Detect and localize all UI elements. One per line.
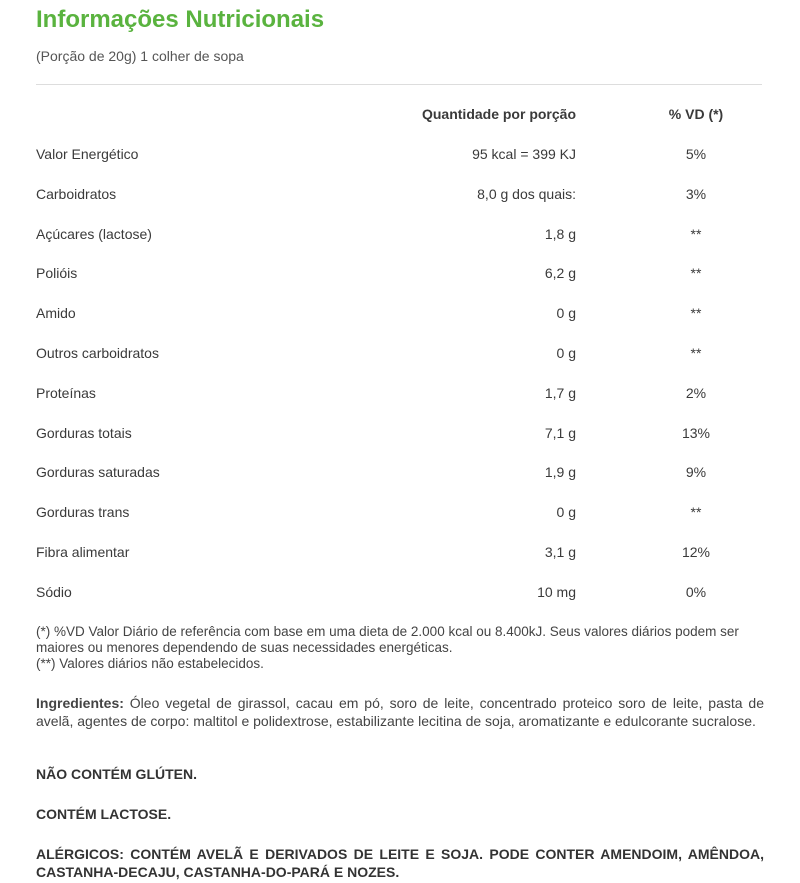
nutrient-vd: 2% — [685, 384, 707, 401]
nutrient-quantity: 3,1 g — [544, 544, 576, 560]
table-row — [36, 584, 762, 604]
nutrient-name: Sódio — [36, 583, 72, 600]
nutrient-name: Gorduras trans — [36, 504, 130, 521]
divider — [36, 84, 762, 85]
table-row — [36, 464, 762, 484]
nutrient-vd: 9% — [685, 464, 707, 481]
nutrient-vd: 0% — [685, 583, 707, 600]
nutrient-vd: ** — [690, 345, 702, 361]
nutrient-vd: ** — [690, 305, 702, 322]
nutrient-name: Açúcares (lactose) — [36, 225, 152, 242]
nutrient-vd: 13% — [681, 424, 711, 441]
nutrient-name: Valor Energético — [36, 146, 139, 162]
nutrient-name: Proteínas — [36, 384, 96, 401]
table-row — [36, 265, 762, 285]
nutrient-quantity: 0 g — [556, 504, 576, 521]
portion-size: (Porção de 20g) 1 colher de sopa — [36, 48, 244, 64]
nutrient-name: Gorduras totais — [36, 424, 132, 441]
table-row — [36, 146, 762, 166]
gluten-notice: NÃO CONTÉM GLÚTEN. — [36, 766, 197, 782]
table-row — [36, 504, 762, 524]
nutrient-vd: 5% — [685, 146, 707, 162]
header-vd: % VD (*) — [668, 106, 724, 122]
table-row — [36, 226, 762, 246]
nutrient-vd: 12% — [681, 544, 711, 560]
nutrient-name: Outros carboidratos — [36, 345, 159, 361]
nutrient-quantity: 1,9 g — [544, 464, 576, 481]
nutrient-quantity: 8,0 g dos quais: — [477, 185, 576, 202]
nutrient-name: Amido — [36, 305, 76, 322]
table-row — [36, 345, 762, 365]
nutrient-quantity: 0 g — [556, 305, 576, 322]
nutrient-quantity: 10 mg — [537, 583, 576, 600]
ingredients — [36, 694, 764, 730]
ingredients-text: Óleo vegetal de girassol, cacau em pó, soro de leite, concentrado proteico soro de leite, pasta de avelã, agentes de corpo: maltitol e polidextrose, estabilizante lecitina de soja, aromatizante e edulcorante sucralose. — [36, 695, 764, 729]
footnotes — [36, 624, 766, 672]
nutrient-quantity: 95 kcal = 399 KJ — [472, 146, 576, 162]
nutrient-name: Fibra alimentar — [36, 544, 130, 560]
table-row — [36, 186, 762, 206]
nutrient-name: Polióis — [36, 265, 78, 282]
nutrient-vd: ** — [690, 225, 702, 242]
nutrient-vd: ** — [690, 504, 702, 521]
nutrient-quantity: 1,7 g — [544, 384, 576, 401]
ingredients-label: Ingredientes: — [36, 695, 124, 711]
table-row — [36, 385, 762, 405]
table-row — [36, 544, 762, 564]
allergens-notice: ALÉRGICOS: CONTÉM AVELÃ E DERIVADOS DE LEITE E SOJA. PODE CONTER AMENDOIM, AMÊNDOA, CASTANHA-DECAJU, CASTANHA-DO-PARÁ E NOZES. — [36, 846, 764, 880]
page-title: Informações Nutricionais — [36, 6, 325, 33]
header-quantity: Quantidade por porção — [421, 106, 576, 122]
footnote-vd: (*) %VD Valor Diário de referência com base em uma dieta de 2.000 kcal ou 8.400kJ. Seus valores diários podem ser maiores ou menores dependendo de suas necessidades energéticas. — [36, 624, 739, 655]
footnote-no-vd: (**) Valores diários não estabelecidos. — [36, 656, 264, 671]
nutrient-quantity: 7,1 g — [544, 424, 576, 441]
table-header — [36, 106, 762, 126]
lactose-notice: CONTÉM LACTOSE. — [36, 806, 172, 822]
nutrient-quantity: 0 g — [556, 345, 576, 361]
nutrient-name: Carboidratos — [36, 185, 117, 202]
nutrient-vd: 3% — [685, 185, 707, 202]
nutrient-name: Gorduras saturadas — [36, 464, 160, 481]
table-row — [36, 305, 762, 325]
table-row — [36, 425, 762, 445]
nutrient-quantity: 6,2 g — [544, 265, 576, 282]
nutrient-vd: ** — [690, 265, 702, 282]
nutrient-quantity: 1,8 g — [544, 225, 576, 242]
